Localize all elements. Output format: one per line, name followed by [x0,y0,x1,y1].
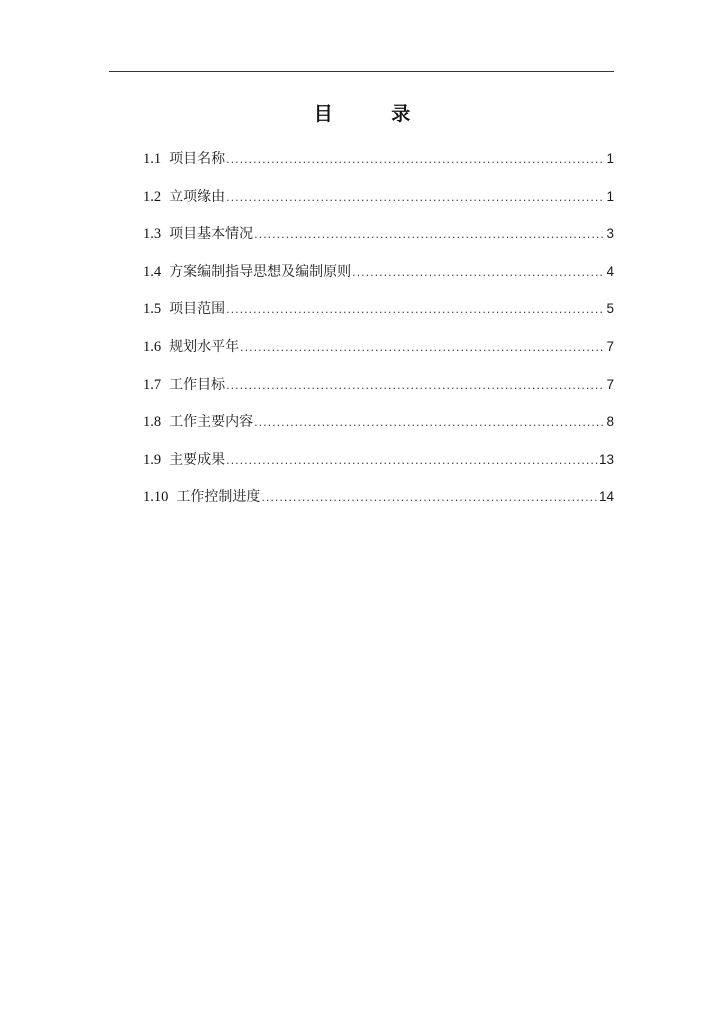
toc-entry-number: 1.6 [143,338,162,355]
toc-entry-page: 7 [606,338,614,354]
toc-entry-page: 8 [606,414,614,430]
toc-entry-page: 5 [606,301,614,317]
toc-entry-number: 1.10 [143,489,169,506]
toc-entry[interactable] [143,261,614,299]
toc-dot-leader [254,224,605,246]
toc-entry-page: 1 [606,151,614,166]
toc-dot-leader [240,337,605,359]
toc-entry[interactable] [143,336,614,374]
toc-entry-number: 1.4 [143,263,162,280]
toc-dot-leader [352,262,605,284]
toc-entry-title: 规划水平年 [169,338,240,355]
toc-entry-title: 项目基本情况 [169,226,254,243]
toc-entry-title: 项目范围 [169,301,226,318]
toc-entry-page: 14 [598,489,614,505]
header-rule [109,71,614,72]
toc-entry-page: 3 [606,226,614,242]
toc-entry-title: 立项缘由 [169,188,226,205]
toc-entry-number: 1.7 [143,376,162,393]
toc-entry-page: 1 [606,188,614,204]
toc-entry[interactable] [143,148,614,186]
toc-entry-page: 4 [606,263,614,279]
toc-entry-number: 1.2 [143,188,162,205]
toc-dot-leader [254,412,605,434]
toc-dot-leader [226,450,598,472]
toc-title: 目 录 [313,103,437,125]
toc-entry-page: 13 [598,451,614,467]
toc-entry-number: 1.1 [143,151,162,167]
toc-dot-leader [261,487,598,509]
toc-dot-leader [226,375,605,397]
toc-entry[interactable] [143,374,614,412]
toc-entry[interactable] [143,223,614,261]
toc-dot-leader [226,187,605,209]
toc-dot-leader [226,149,605,171]
toc-entry[interactable] [143,411,614,449]
toc-entry[interactable] [143,486,614,524]
toc-entry-page: 7 [606,376,614,392]
toc-entry-number: 1.9 [143,451,162,468]
toc-entry-number: 1.3 [143,226,162,243]
toc-list [143,148,614,524]
toc-dot-leader [226,299,605,321]
toc-entry[interactable] [143,186,614,224]
toc-entry-number: 1.8 [143,414,162,431]
toc-entry-title: 项目名称 [169,151,226,167]
toc-entry[interactable] [143,298,614,336]
toc-entry-title: 主要成果 [169,451,226,468]
toc-entry-title: 工作主要内容 [169,414,254,431]
toc-entry-number: 1.5 [143,301,162,318]
toc-entry[interactable] [143,449,614,487]
toc-entry-title: 工作控制进度 [176,489,261,506]
toc-entry-title: 工作目标 [169,376,226,393]
toc-entry-title: 方案编制指导思想及编制原则 [169,263,352,280]
